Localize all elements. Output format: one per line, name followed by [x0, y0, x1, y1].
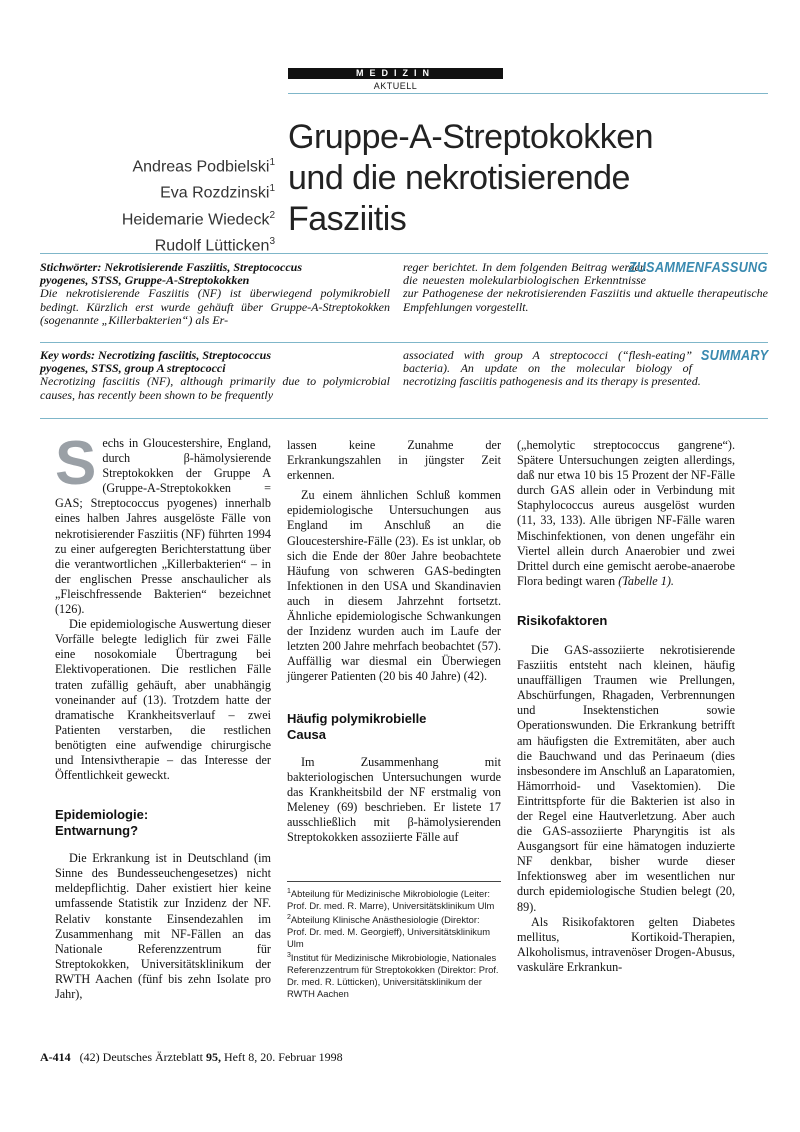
subsection-label: AKTUELL — [373, 81, 418, 91]
footnote: $^3$Institut für Medizinische Mikrobiologie, Nationales Referenzzentrum für Streptokokken (Direktor: Prof. Dr. med. R. Lütticken), Universitätsklinikum der RWTH Aachen — [287, 952, 499, 1000]
abstract-en-tag: SUMMARY — [700, 347, 768, 364]
footnote-rule — [287, 881, 501, 882]
author: Rudolf Lütticken$^3$ — [154, 235, 275, 255]
header-rule — [288, 93, 768, 94]
abstract-de-right: ZUSAMMENFASSUNG reger berichtet. In dem folgenden Beitrag werden die neuesten molekularbiologischen Erkenntnisse zur Pathogenese der nekrotisierenden Fasziitis und aktuelle therapeutische Empfehlungen vorgestellt. — [403, 259, 768, 314]
page-footer: A-414 (42) Deutsches Ärzteblatt 95, Heft 8, 20. Februar 1998 — [40, 1050, 343, 1064]
article-title: Gruppe-A-Streptokokken und die nekrotisierende Fasziitis — [288, 118, 654, 238]
section-heading: Risikofaktoren — [517, 612, 608, 628]
drop-cap: S — [55, 429, 97, 498]
body-column-2 — [287, 438, 501, 845]
footnote: $^2$Abteilung Klinische Anästhesiologie (Direktor: Prof. Dr. med. M. Georgieff), Universitätsklinikum Ulm — [287, 914, 491, 950]
section-heading: Epidemiologie: Entwarnung? — [55, 807, 149, 839]
section-label: MEDIZIN — [288, 68, 503, 79]
abstract-en-left: Key words: Necrotizing fasciitis, Streptococcus pyogenes, STSS, group A streptococci Necrotizing fasciitis (NF), although primarily due to polymicrobial causes, has recently been shown to be frequently — [40, 348, 390, 402]
author: Heidemarie Wiedeck$^2$ — [121, 209, 275, 228]
paragraph: Die GAS-assoziierte nekrotisierende Fasziitis entsteht nach kleinen, häufig unauffälligen Traumen wie Prellungen, Abschürfungen, Rhagaden, Verbrennungen und Insektenstichen sowie Operationswunden. Die Erkrankung betrifft am häufigsten die Extremitäten, aber auch die Bauchwand und das Perinaeum (dies insbesondere im Anschluß an Laparatomien, Hämorrhoid- und Vasektomien). Die Eintrittspforte für die Bakterien ist also in der Regel eine Hautverletzung. Aber auch die GAS-assoziierte Pharyngitis ist als Ausgangsort für eine hämatogen induzierte NF denkbar, bisher wurde dieser Infektionsweg aber im wesentlichen nur durch epidemiologische Studien belegt (20, 89). — [517, 642, 735, 914]
author: Eva Rozdzinski$^1$ — [160, 183, 275, 202]
footnotes — [287, 886, 501, 1000]
paragraph: lassen keine Zunahme der Erkrankungszahlen in jüngster Zeit erkennen. — [287, 438, 501, 483]
abstract-de-tag: ZUSAMMENFASSUNG — [628, 259, 768, 276]
paragraph: („hemolytic streptococcus gangrene“). Spätere Untersuchungen zeigten allerdings, daß nur etwa 10 bis 15 Prozent der NF-Fälle durch GAS allein oder in Verbindung mit Staphylococcus aureus ausgelöst wurden (11, 33, 133). Alle übrigen NF-Fälle waren Mischinfektionen, von denen ungefähr ein Viertel allein durch Anaerobier und zwei Drittel durch eine gemischt aerobe-anaerobe Flora bedingt waren (Tabelle 1). — [517, 438, 735, 588]
abstract-de-left: Stichwörter: Nekrotisierende Fasziitis, Streptococcus pyogenes, STSS, Gruppe-A-Streptokokken Die nekrotisierende Fasziitis (NF) ist überwiegend polymikrobiell bedingt. Kürzlich erst wurde gehäuft über Gruppe-A-Streptokokken (sogenannte „Killerbakterien“) als Er- — [40, 260, 390, 327]
paragraph: Im Zusammenhang mit bakteriologischen Untersuchungen wurde das Krankheitsbild der NF erstmalig von Meleney (69) beschrieben. Er listete 17 ausschließlich mit β-hämolysierenden Streptokokken assoziierte Fälle auf — [287, 754, 501, 844]
paragraph: Die epidemiologische Auswertung dieser Vorfälle belegte lediglich für zwei Fälle eine nosokomiale Übertragung bei Elektivoperationen. Die restlichen Fälle traten zufällig gehäuft, aber unabhängig voneinander auf (13). Trotzdem hatte der dramatische Krankheitsverlauf – zwei Patienten verstarben, die restlichen benötigten eine aufwendige chirurgische und Intensivtherapie – das Interesse der Öffentlichkeit geweckt. — [55, 617, 271, 783]
body-column-1 — [55, 429, 271, 1002]
abstract-top-rule — [40, 253, 768, 254]
author: Andreas Podbielski$^1$ — [132, 157, 275, 176]
footnote: $^1$Abteilung für Medizinische Mikrobiologie (Leiter: Prof. Dr. med. R. Marre), Universitätsklinikum Ulm — [287, 888, 495, 912]
abstract-mid-rule — [40, 342, 768, 343]
section-heading: Häufig polymikrobielle Causa — [287, 710, 427, 742]
paragraph: Zu einem ähnlichen Schluß kommen epidemiologische Untersuchungen aus England im Anschluß an die Gloucestershire-Fälle (23). Es ist unklar, ob sich die Ende der 80er Jahre beobachtete Häufung von schweren GAS-bedingten Infektionen in den USA und Skandinavien auch in diesem Jahrzehnt fortsetzt. Ähnliche epidemiologische Schwankungen der Inzidenz wurden auch im Laufe der letzten 200 Jahre mehrfach beobachtet (57). Auffällig war diesmal ein Überwiegen jüngerer Patienten (20 bis 40 Jahre) (42). — [287, 488, 501, 684]
body-column-3 — [517, 438, 735, 975]
paragraph: Sechs in Gloucestershire, England, durch β-hämolysierende Streptokokken der Gruppe A (Gruppe-A-Streptokokken = GAS; Streptococcus pyogenes) innerhalb eines halben Jahres ausgelöste Fälle von nekrotisierender Fasziitis (NF) führten 1994 zu einer aufgeregten Berichterstattung über die verantwortlichen „Killerbakterien“ – in der englischen Presse anschaulicher als „Fleischfressende Bakterien“ bezeichnet (126). — [55, 429, 271, 617]
author-list — [40, 152, 275, 257]
abstract-bottom-rule — [40, 418, 768, 419]
page-number: A-414 — [40, 1050, 71, 1064]
abstract-en-right: SUMMARY associated with group A streptococci (“flesh-eating” bacteria). An update on the molecular biology of necrotizing fasciitis pathogenesis and its therapy is presented. — [403, 347, 768, 389]
paragraph: Als Risikofaktoren gelten Diabetes mellitus, Kortikoid-Therapien, Alkoholismus, intravenöser Drogen-Abusus, vaskuläre Erkrankun- — [517, 914, 735, 974]
paragraph: Die Erkrankung ist in Deutschland (im Sinne des Bundesseuchengesetzes) nicht meldepflichtig. Daher existiert hier keine umfassende Statistik zur Inzidenz der NF. Relativ konstante Einsendezahlen im Zusammenhang mit NF-Fällen an das Nationale Referenzzentrum für Streptokokken, Universitätsklinikum der RWTH Aachen (fünf bis zehn Isolate pro Jahr), — [55, 851, 271, 1001]
